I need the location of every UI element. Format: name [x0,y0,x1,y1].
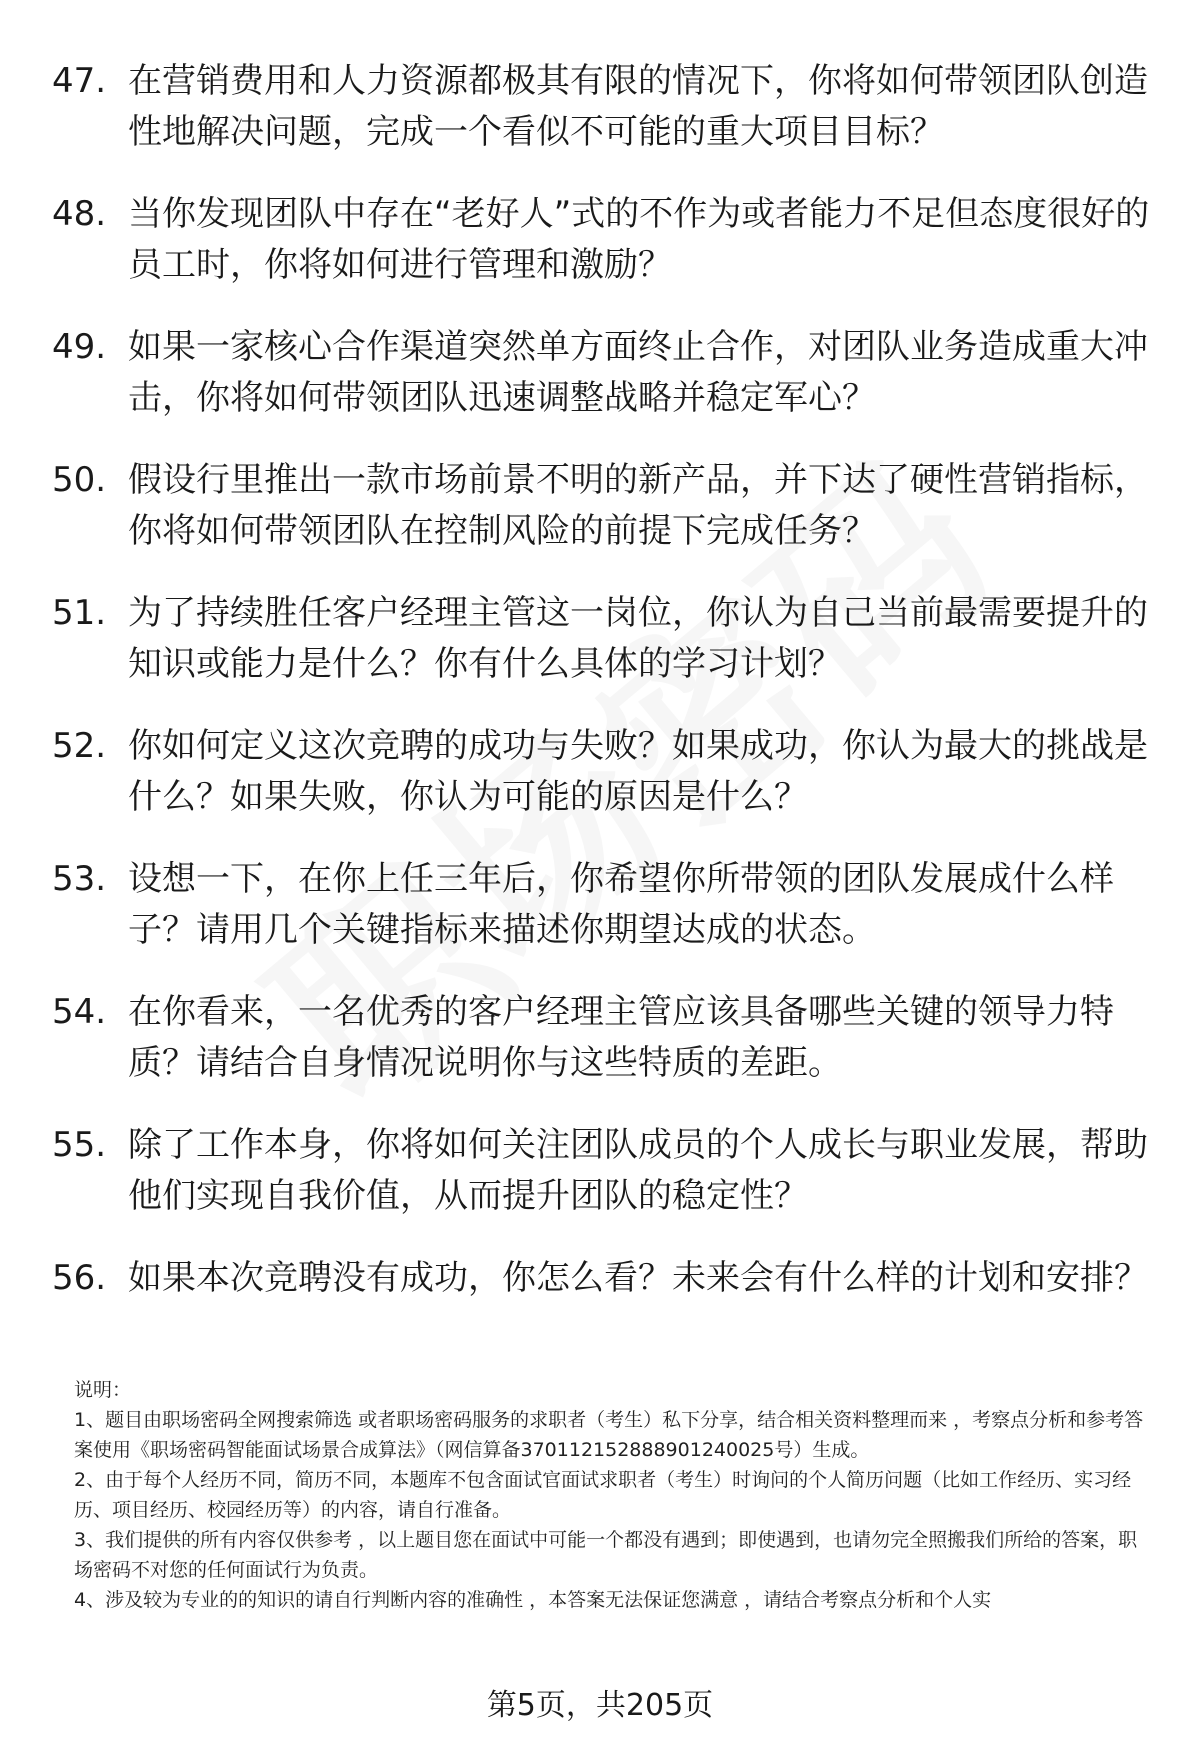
question-text: 如果本次竞聘没有成功，你怎么看？未来会有什么样的计划和安排？ [128,1258,1148,1298]
question-item [52,455,1152,557]
question-number: 54. [52,992,107,1032]
question-number: 55. [52,1125,107,1165]
question-text: 当你发现团队中存在“老好人”式的不作为或者能力不足但态度很好的员工时，你将如何进行管理和激励？ [128,194,1150,285]
question-item [52,56,1152,158]
question-text: 假设行里推出一款市场前景不明的新产品，并下达了硬性营销指标，你将如何带领团队在控制风险的前提下完成任务？ [128,460,1148,551]
question-number: 51. [52,593,107,633]
question-item [52,1253,1152,1304]
question-item [52,1120,1152,1222]
question-text: 在你看来，一名优秀的客户经理主管应该具备哪些关键的领导力特质？请结合自身情况说明你与这些特质的差距。 [128,992,1114,1083]
question-number: 56. [52,1258,107,1298]
question-text: 为了持续胜任客户经理主管这一岗位，你认为自己当前最需要提升的知识或能力是什么？你有什么具体的学习计划？ [128,593,1148,684]
question-number: 53. [52,859,107,899]
question-item [52,189,1152,291]
question-item [52,322,1152,424]
question-item [52,854,1152,956]
question-text: 如果一家核心合作渠道突然单方面终止合作，对团队业务造成重大冲击，你将如何带领团队迅速调整战略并稳定军心？ [128,327,1148,418]
question-number: 50. [52,460,107,500]
question-item [52,987,1152,1089]
question-number: 48. [52,194,107,234]
note-item: 4、涉及较为专业的的知识的请自行判断内容的准确性 ，本答案无法保证您满意 ，请结合考察点分析和个人实 [74,1589,992,1611]
question-number: 49. [52,327,107,367]
question-text: 在营销费用和人力资源都极其有限的情况下，你将如何带领团队创造性地解决问题，完成一个看似不可能的重大项目目标？ [128,61,1148,152]
note-item: 3、我们提供的所有内容仅供参考 ，以上题目您在面试中可能一个都没有遇到；即使遇到，也请勿完全照搬我们所给的答案，职场密码不对您的任何面试行为负责。 [74,1529,1138,1581]
page-number: 第5页，共205页 [486,1688,714,1723]
question-text: 除了工作本身，你将如何关注团队成员的个人成长与职业发展，帮助他们实现自我价值，从而提升团队的稳定性？ [128,1125,1148,1216]
question-number: 52. [52,726,107,766]
question-number: 47. [52,61,107,101]
notes-section [74,1375,1154,1615]
question-text: 设想一下，在你上任三年后，你希望你所带领的团队发展成什么样子？请用几个关键指标来描述你期望达成的状态。 [128,859,1114,950]
notes-title: 说明： [74,1379,132,1401]
question-item [52,721,1152,823]
note-item: 2、由于每个人经历不同，简历不同，本题库不包含面试官面试求职者（考生）时询问的个人简历问题（比如工作经历、实习经历、项目经历、校园经历等）的内容，请自行准备。 [74,1469,1132,1521]
note-item: 1、题目由职场密码全网搜索筛选 或者职场密码服务的求职者（考生）私下分享，结合相关资料整理而来 ，考察点分析和参考答案使用《职场密码智能面试场景合成算法》（网信算备370112152888901240025号）生成。 [74,1409,1144,1461]
question-item [52,588,1152,690]
question-text: 你如何定义这次竞聘的成功与失败？如果成功，你认为最大的挑战是什么？如果失败，你认为可能的原因是什么？ [128,726,1148,817]
question-list [52,56,1152,1335]
